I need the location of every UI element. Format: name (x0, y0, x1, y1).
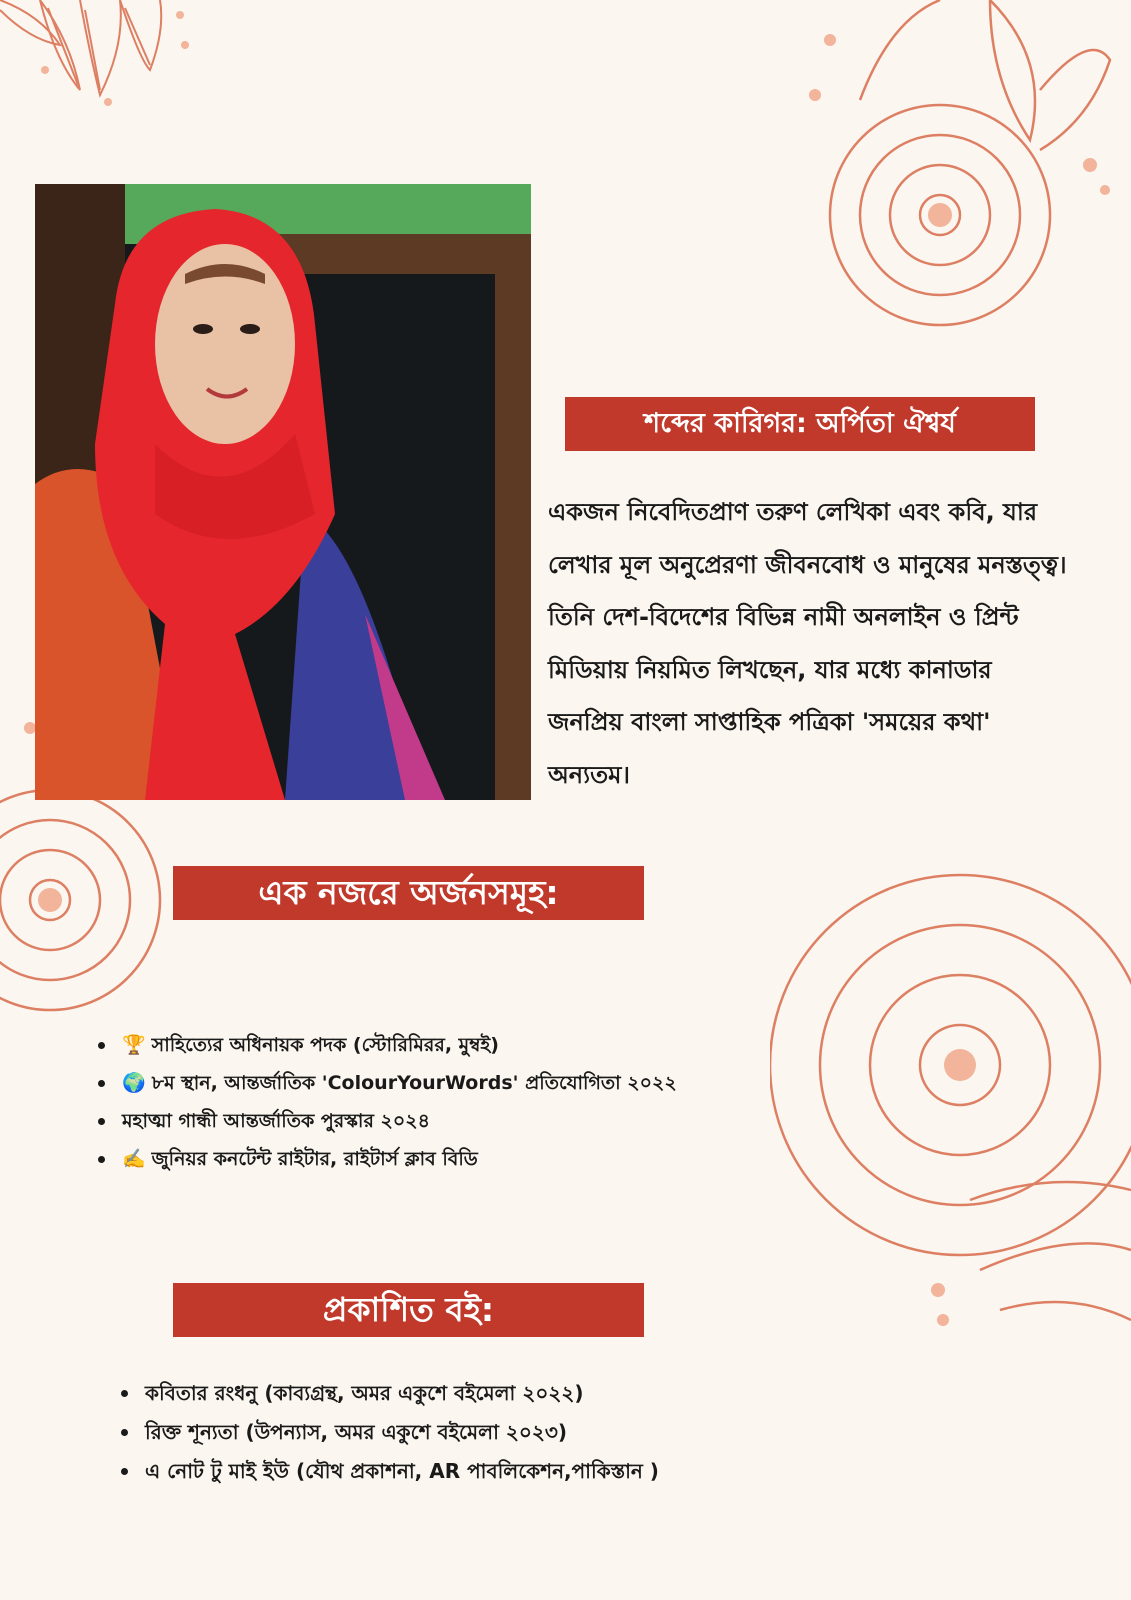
globe-icon: 🌍 (122, 1072, 146, 1094)
achievement-item (122, 1026, 782, 1064)
top-left-leaf-decoration (0, 0, 200, 110)
author-name-banner: শব্দের কারিগর: অর্পিতা ঐশ্বর্য (565, 397, 1035, 451)
writing-hand-icon: ✍️ (122, 1148, 146, 1170)
achievement-text: ৮ম স্থান, আন্তর্জাতিক 'ColourYourWords' প্রতিযোগিতা ২০২২ (151, 1072, 677, 1094)
right-lower-mandala-decoration (770, 870, 1131, 1370)
achievements-list (122, 1026, 782, 1178)
trophy-icon: 🏆 (122, 1034, 146, 1056)
book-item: রিক্ত শূন্যতা (উপন্যাস, অমর একুশে বইমেলা ২০২৩) (145, 1413, 665, 1452)
achievement-item (122, 1140, 782, 1178)
book-item: কবিতার রংধনু (কাব্যগ্রন্থ, অমর একুশে বইমেলা ২০২২) (145, 1374, 665, 1413)
achievement-text: সাহিত্যের অধিনায়ক পদক (স্টোরিমিরর, মুম্বই) (151, 1034, 499, 1056)
top-right-mandala-decoration (790, 0, 1131, 350)
author-photo (35, 184, 531, 800)
achievements-heading: এক নজরে অর্জনসমূহ: (173, 866, 644, 920)
author-bio: একজন নিবেদিতপ্রাণ তরুণ লেখিকা এবং কবি, যার লেখার মূল অনুপ্রেরণা জীবনবোধ ও মানুষের মনস্তত্ত্ব। তিনি দেশ-বিদেশের বিভিন্ন নামী অনলাইন ও প্রিন্ট মিডিয়ায় নিয়মিত লিখছেন, যার মধ্যে কানাডার জনপ্রিয় বাংলা সাপ্তাহিক পত্রিকা 'সময়ের কথা' অন্যতম। (548, 498, 1067, 789)
achievement-item (122, 1064, 782, 1102)
achievement-item (122, 1102, 782, 1140)
achievement-text: জুনিয়র কনটেন্ট রাইটার, রাইটার্স ক্লাব বিডি (151, 1148, 478, 1170)
books-list (145, 1374, 665, 1491)
achievement-text: মহাত্মা গান্ধী আন্তর্জাতিক পুরস্কার ২০২৪ (122, 1110, 430, 1132)
book-item: এ নোট টু মাই ইউ (যৌথ প্রকাশনা, AR পাবলিকেশন,পাকিস্তান ) (145, 1452, 665, 1491)
books-heading: প্রকাশিত বই: (173, 1283, 644, 1337)
author-portrait-illustration (35, 184, 531, 800)
